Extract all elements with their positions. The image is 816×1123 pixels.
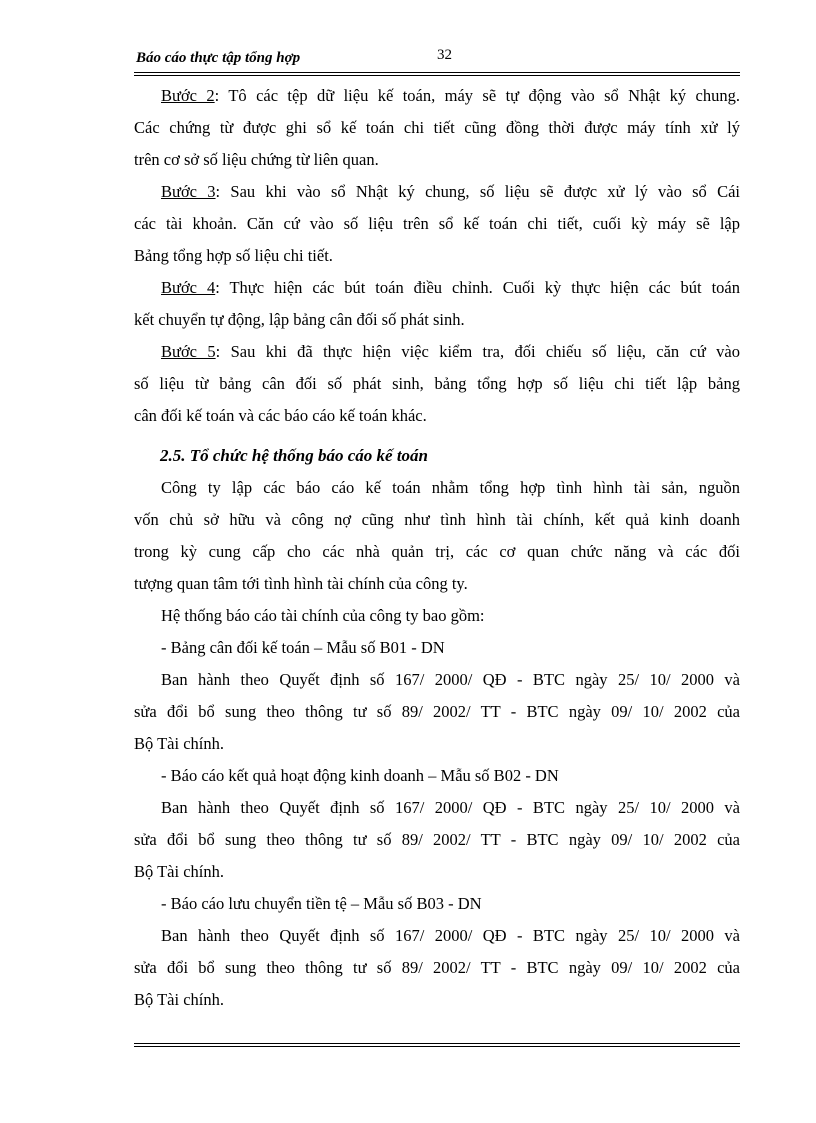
text-line: sửa đổi bổ sung theo thông tư số 89/ 2002/ TT - BTC ngày 09/ 10/ 2002 của (134, 958, 740, 977)
step-label: Bước 5 (161, 342, 216, 361)
text-line: Bước 5: Sau khi đã thực hiện việc kiểm tra, đối chiếu số liệu, căn cứ vào (161, 342, 740, 361)
step-2-paragraph (134, 80, 740, 176)
page-number: 32 (437, 47, 452, 63)
header-rule-bottom (134, 75, 740, 76)
text-line: trong kỳ cung cấp cho các nhà quản trị, các cơ quan chức năng và các đối (134, 542, 740, 561)
text-line: Ban hành theo Quyết định số 167/ 2000/ QĐ - BTC ngày 25/ 10/ 2000 và (161, 926, 740, 945)
report-b02 (134, 760, 740, 888)
text-line: tượng quan tâm tới tình hình tài chính của công ty. (134, 574, 468, 593)
text-line: sửa đổi bổ sung theo thông tư số 89/ 2002/ TT - BTC ngày 09/ 10/ 2002 của (134, 830, 740, 849)
text-line: Bộ Tài chính. (134, 990, 224, 1009)
step-5-paragraph (134, 336, 740, 432)
intro-paragraph (134, 472, 740, 600)
step-label: Bước 3 (161, 182, 216, 201)
report-b03 (134, 888, 740, 1016)
text-line: Các chứng từ được ghi sổ kế toán chi tiết cũng đồng thời được máy tính xử lý (134, 118, 740, 137)
section-heading: 2.5. Tổ chức hệ thống báo cáo kế toán (160, 446, 429, 465)
header-title: Báo cáo thực tập tổng hợp (136, 50, 301, 66)
text-line: Bước 2: Tô các tệp dữ liệu kế toán, máy sẽ tự động vào sổ Nhật ký chung. (161, 86, 740, 105)
spacer (134, 432, 740, 440)
text-line: Ban hành theo Quyết định số 167/ 2000/ QĐ - BTC ngày 25/ 10/ 2000 và (161, 670, 740, 689)
report-title: - Báo cáo kết quả hoạt động kinh doanh – Mẫu số B02 - DN (161, 766, 559, 785)
text-line: các tài khoản. Căn cứ vào số liệu trên sổ kế toán chi tiết, cuối kỳ máy sẽ lập (134, 214, 740, 233)
text-line: Bảng tổng hợp số liệu chi tiết. (134, 246, 333, 265)
text-line: Bước 3: Sau khi vào sổ Nhật ký chung, số liệu sẽ được xử lý vào sổ Cái (161, 182, 740, 201)
step-3-paragraph (134, 176, 740, 272)
header-rule-top (134, 72, 740, 73)
text-line: kết chuyển tự động, lập bảng cân đối số phát sinh. (134, 310, 465, 329)
text-line: Ban hành theo Quyết định số 167/ 2000/ QĐ - BTC ngày 25/ 10/ 2000 và (161, 798, 740, 817)
report-b01 (134, 632, 740, 760)
text-line: cân đối kế toán và các báo cáo kế toán khác. (134, 406, 427, 425)
report-title: - Bảng cân đối kế toán – Mẫu số B01 - DN (161, 638, 445, 657)
text-line: vốn chủ sở hữu và công nợ cũng như tình hình tài chính, kết quả kinh doanh (134, 510, 740, 529)
text-line: sửa đổi bổ sung theo thông tư số 89/ 2002/ TT - BTC ngày 09/ 10/ 2002 của (134, 702, 740, 721)
step-label: Bước 2 (161, 86, 215, 105)
body-text (134, 80, 740, 1016)
page-header (134, 44, 740, 72)
system-intro: Hệ thống báo cáo tài chính của công ty bao gồm: (161, 606, 485, 625)
text-line: Bộ Tài chính. (134, 734, 224, 753)
text-line: Công ty lập các báo cáo kế toán nhằm tổng hợp tình hình tài sản, nguồn (161, 478, 740, 497)
footer-rule-top (134, 1043, 740, 1044)
text-line: Bộ Tài chính. (134, 862, 224, 881)
text-line: trên cơ sở số liệu chứng từ liên quan. (134, 150, 379, 169)
footer-rule-bottom (134, 1046, 740, 1047)
step-4-paragraph (134, 272, 740, 336)
text-line: Bước 4: Thực hiện các bút toán điều chỉnh. Cuối kỳ thực hiện các bút toán (161, 278, 740, 297)
report-title: - Báo cáo lưu chuyển tiền tệ – Mẫu số B03 - DN (161, 894, 482, 913)
text-line: số liệu từ bảng cân đối số phát sinh, bảng tổng hợp số liệu chi tiết lập bảng (134, 374, 740, 393)
step-label: Bước 4 (161, 278, 216, 297)
